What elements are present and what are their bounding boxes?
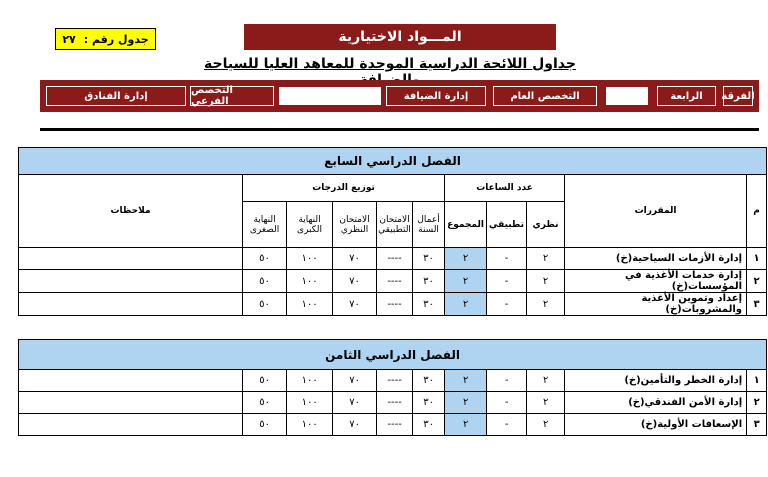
col-min: النهاية الصغرى: [243, 202, 287, 248]
practical-exam: ----: [377, 248, 413, 270]
row-index: ٢: [747, 270, 767, 293]
page-subtitle: جداول اللائحة الدراسية الموحدة للمعاهد العليا للسياحة: [204, 56, 576, 72]
year-work: ٣٠: [413, 248, 445, 270]
page-title: المـــواد الاختيارية: [244, 24, 556, 50]
theory-exam: ٧٠: [333, 392, 377, 414]
notes-cell: [19, 248, 243, 270]
table-row: [19, 293, 767, 316]
theory-exam: ٧٠: [333, 248, 377, 270]
year-work: ٣٠: [413, 293, 445, 316]
general-spec-label: التخصص العام: [493, 86, 597, 106]
practical-exam: ----: [377, 414, 413, 436]
col-practical-exam: الامتحان التطبيقي: [377, 202, 413, 248]
max-grade: ١٠٠: [287, 248, 333, 270]
course-name: إدارة الأزمات السياحية(خ): [565, 248, 747, 270]
year-work: ٣٠: [413, 370, 445, 392]
col-theory: نظري: [527, 202, 565, 248]
table-row: [19, 392, 767, 414]
semester7-table: [18, 147, 767, 316]
practical-hours: -: [487, 270, 527, 293]
table-row: [19, 370, 767, 392]
max-grade: ١٠٠: [287, 370, 333, 392]
min-grade: ٥٠: [243, 248, 287, 270]
practical-exam: ----: [377, 370, 413, 392]
year-work: ٣٠: [413, 392, 445, 414]
col-total: المجموع: [445, 202, 487, 248]
min-grade: ٥٠: [243, 293, 287, 316]
course-name: إدارة الأمن الفندقي(خ): [565, 392, 747, 414]
practical-exam: ----: [377, 392, 413, 414]
col-notes: ملاحظات: [19, 175, 243, 248]
info-bar: [40, 80, 759, 112]
col-grades-group: توزيع الدرجات: [243, 175, 445, 202]
practical-hours: -: [487, 248, 527, 270]
col-index: م: [747, 175, 767, 248]
total-hours: ٢: [445, 414, 487, 436]
practical-exam: ----: [377, 270, 413, 293]
course-name: إدارة خدمات الأغذية في المؤسسات(خ): [565, 270, 747, 293]
table-number-value: ٢٧: [62, 32, 76, 46]
grade-label: الفرقة: [723, 86, 753, 106]
min-grade: ٥٠: [243, 370, 287, 392]
practical-hours: -: [487, 392, 527, 414]
divider: [40, 128, 759, 131]
col-max: النهاية الكبرى: [287, 202, 333, 248]
practical-hours: -: [487, 370, 527, 392]
total-hours: ٢: [445, 293, 487, 316]
theory-hours: ٢: [527, 293, 565, 316]
theory-exam: ٧٠: [333, 293, 377, 316]
practical-hours: -: [487, 414, 527, 436]
notes-cell: [19, 293, 243, 316]
year-work: ٣٠: [413, 270, 445, 293]
general-spec-extra-field: [278, 86, 382, 106]
row-index: ٣: [747, 414, 767, 436]
course-name: إدارة الخطر والتأمين(خ): [565, 370, 747, 392]
year-work: ٣٠: [413, 414, 445, 436]
min-grade: ٥٠: [243, 270, 287, 293]
row-index: ١: [747, 370, 767, 392]
course-name: الإسعافات الأولية(خ): [565, 414, 747, 436]
notes-cell: [19, 270, 243, 293]
table-row: [19, 414, 767, 436]
notes-cell: [19, 370, 243, 392]
practical-hours: -: [487, 293, 527, 316]
min-grade: ٥٠: [243, 414, 287, 436]
total-hours: ٢: [445, 370, 487, 392]
max-grade: ١٠٠: [287, 392, 333, 414]
min-grade: ٥٠: [243, 392, 287, 414]
col-practical: تطبيقي: [487, 202, 527, 248]
semester8-title: الفصل الدراسي الثامن: [19, 340, 767, 370]
max-grade: ١٠٠: [287, 293, 333, 316]
sub-spec-label: التخصص الفرعي: [190, 86, 274, 106]
total-hours: ٢: [445, 270, 487, 293]
total-hours: ٢: [445, 248, 487, 270]
practical-exam: ----: [377, 293, 413, 316]
notes-cell: [19, 414, 243, 436]
col-year-work: أعمال السنة: [413, 202, 445, 248]
col-courses: المقررات: [565, 175, 747, 248]
general-spec-value: إدارة الضيافة: [386, 86, 486, 106]
theory-hours: ٢: [527, 370, 565, 392]
col-hours-group: عدد الساعات: [445, 175, 565, 202]
course-name: إعداد وتموين الأغذية والمشروبات(خ): [565, 293, 747, 316]
theory-hours: ٢: [527, 414, 565, 436]
grade-value: الرابعة: [657, 86, 716, 106]
theory-exam: ٧٠: [333, 414, 377, 436]
row-index: ٣: [747, 293, 767, 316]
theory-hours: ٢: [527, 248, 565, 270]
table-row: [19, 270, 767, 293]
row-index: ١: [747, 248, 767, 270]
table-row: [19, 248, 767, 270]
theory-hours: ٢: [527, 270, 565, 293]
table-number-badge: [55, 28, 156, 50]
grade-extra-field: [605, 86, 649, 106]
theory-hours: ٢: [527, 392, 565, 414]
total-hours: ٢: [445, 392, 487, 414]
max-grade: ١٠٠: [287, 270, 333, 293]
semester8-table: [18, 339, 767, 436]
semester7-title: الفصل الدراسي السابع: [19, 148, 767, 175]
max-grade: ١٠٠: [287, 414, 333, 436]
theory-exam: ٧٠: [333, 270, 377, 293]
table-number-label: جدول رقم :: [83, 32, 149, 46]
theory-exam: ٧٠: [333, 370, 377, 392]
row-index: ٢: [747, 392, 767, 414]
col-theory-exam: الامتحان النظري: [333, 202, 377, 248]
notes-cell: [19, 392, 243, 414]
sub-spec-value: إدارة الفنادق: [46, 86, 186, 106]
